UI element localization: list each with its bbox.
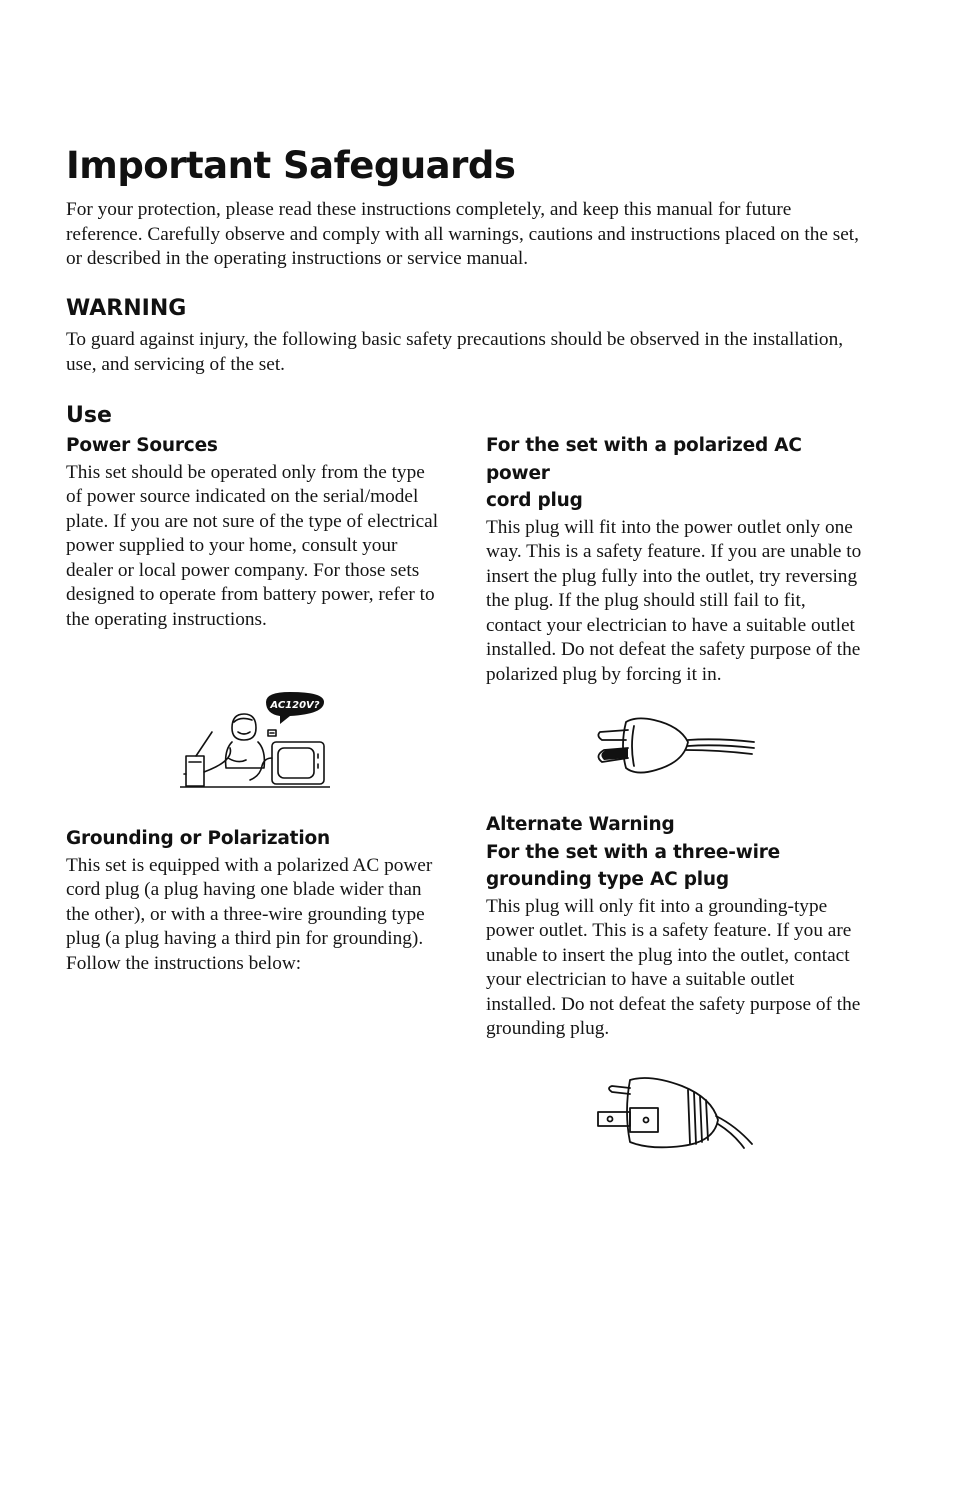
intro-paragraph: For your protection, please read these instructions completely, and keep this manual for future reference. Carefully observe and comply with all warnings, cautions and instructions placed on the set, or described in the operating instructions or service manual. bbox=[66, 199, 859, 270]
alternate-paragraph: This plug will only fit into a grounding-type power outlet. This is a safety feature. If you are unable to insert the plug into the outlet, contact your electrician to have a suitable outlet installed. Do not defeat the safety purpose of the grounding plug. bbox=[486, 895, 861, 1040]
grounding-section bbox=[66, 825, 444, 976]
grounding-followup: Follow the instructions below: bbox=[66, 952, 302, 974]
polarized-plug-icon bbox=[592, 712, 756, 778]
speech-bubble-label: AC120V? bbox=[270, 700, 320, 711]
polarized-heading-line1: For the set with a polarized AC power bbox=[486, 435, 802, 484]
grounding-heading: Grounding or Polarization bbox=[66, 828, 330, 849]
polarized-plug-section bbox=[486, 432, 866, 688]
power-sources-heading: Power Sources bbox=[66, 435, 218, 456]
warning-paragraph: To guard against injury, the following basic safety precautions should be observed in the installation, use, and servicing of the set. bbox=[66, 329, 844, 375]
grounding-paragraph: This set is equipped with a polarized AC power cord plug (a plug having one blade wider than the other), or with a three-wire grounding type plug (a plug having a third pin for grounding). bbox=[66, 854, 433, 950]
alternate-heading-line2: For the set with a three-wire bbox=[486, 841, 781, 863]
polarized-paragraph: This plug will fit into the power outlet only one way. This is a safety feature. If you are unable to insert the plug fully into the outlet, try reversing the plug. If the plug should still fail to fit, contact your electrician to have a suitable outlet installed. Do not defeat the safety purpose of the polarized plug by forcing it in. bbox=[486, 516, 862, 686]
power-sources-paragraph: This set should be operated only from the type of power source indicated on the serial/model plate. If you are not sure of the type of electrical power supplied to your home, consult your dealer or local power company. For those sets designed to operate from battery power, refer to the operating instructions. bbox=[66, 461, 439, 631]
grounding-plug-icon bbox=[590, 1072, 760, 1154]
alternate-heading-line3: grounding type AC plug bbox=[486, 869, 729, 890]
use-heading: Use bbox=[66, 403, 112, 428]
warning-heading: WARNING bbox=[66, 296, 187, 321]
alternate-heading-line1: Alternate Warning bbox=[486, 814, 675, 835]
power-sources-section bbox=[66, 432, 444, 633]
alternate-warning-section bbox=[486, 811, 866, 1042]
polarized-heading-line2: cord plug bbox=[486, 490, 583, 511]
page-title: Important Safeguards bbox=[66, 144, 516, 187]
power-source-illustration bbox=[180, 688, 330, 792]
